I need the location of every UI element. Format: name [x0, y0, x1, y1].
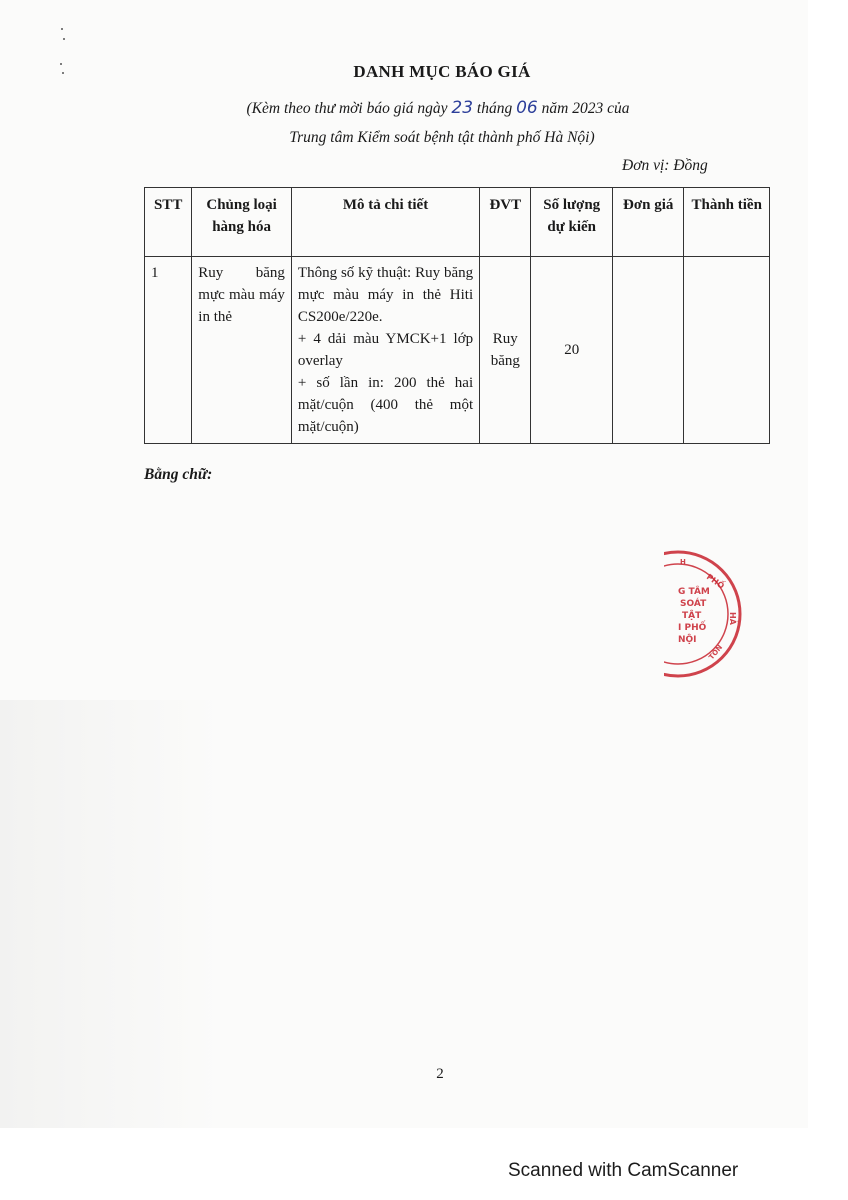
subtitle-suffix: năm 2023 của: [541, 100, 630, 117]
table-row: [145, 257, 770, 444]
header-unit-price: Đơn giá: [612, 188, 683, 257]
description-colors: + 4 dải màu YMCK+1 lớp overlay: [297, 331, 474, 369]
handwritten-day: 23: [451, 98, 474, 118]
page-margin: [808, 0, 848, 1128]
svg-text:SOÁT: SOÁT: [680, 599, 707, 609]
page-number: 2: [436, 1066, 444, 1082]
document-title: DANH MỤC BÁO GIÁ: [353, 62, 531, 81]
cell-total: [684, 257, 770, 444]
svg-text:PHỐ: PHỐ: [704, 572, 726, 591]
cell-unit: Ruy băng: [480, 257, 531, 444]
document-subtitle: [0, 98, 848, 118]
header-item-type: Chủng loại hàng hóa: [192, 188, 292, 257]
description-print-count: + số lần in: 200 thẻ hai mặt/cuộn (400 thẻ một mặt/cuộn): [297, 375, 474, 435]
table-header-row: [145, 188, 770, 257]
description-spec: Thông số kỹ thuật: Ruy băng mực màu máy in thẻ Hiti CS200e/220e.: [297, 265, 474, 325]
camscanner-watermark: Scanned with CamScanner: [508, 1160, 739, 1181]
header-quantity: Số lượng dự kiến: [531, 188, 613, 257]
svg-text:TẬT: TẬT: [682, 611, 702, 621]
header-stt: STT: [145, 188, 192, 257]
official-stamp: [664, 548, 744, 680]
cell-stt: 1: [145, 257, 192, 444]
header-total: Thành tiền: [684, 188, 770, 257]
svg-text:I PHỐ: I PHỐ: [678, 623, 707, 633]
header-description: Mô tả chi tiết: [291, 188, 479, 257]
svg-text:HÀ: HÀ: [728, 612, 737, 625]
svg-text:G TÂM: G TÂM: [678, 587, 710, 597]
handwritten-month: 06: [516, 98, 538, 118]
svg-text:NỘI: NỘI: [678, 635, 697, 645]
document-subtitle-line2: Trung tâm Kiểm soát bệnh tật thành phố Hà Nội): [289, 129, 595, 146]
cell-unit-price: [612, 257, 683, 444]
cell-item-type: Ruy băng mực màu máy in thẻ: [192, 257, 292, 444]
svg-text:H: H: [680, 558, 686, 566]
cell-description: [291, 257, 479, 444]
header-unit: ĐVT: [480, 188, 531, 257]
currency-unit: Đơn vị: Đồng: [622, 157, 708, 174]
amount-in-words-label: Bằng chữ:: [144, 466, 213, 483]
month-label: tháng: [476, 100, 513, 117]
page-shadow: [0, 700, 220, 1128]
quotation-table: [144, 187, 770, 444]
svg-text:TÔN: TÔN: [707, 643, 725, 662]
cell-quantity: 20: [531, 257, 613, 444]
subtitle-prefix: (Kèm theo thư mời báo giá ngày: [246, 100, 448, 117]
